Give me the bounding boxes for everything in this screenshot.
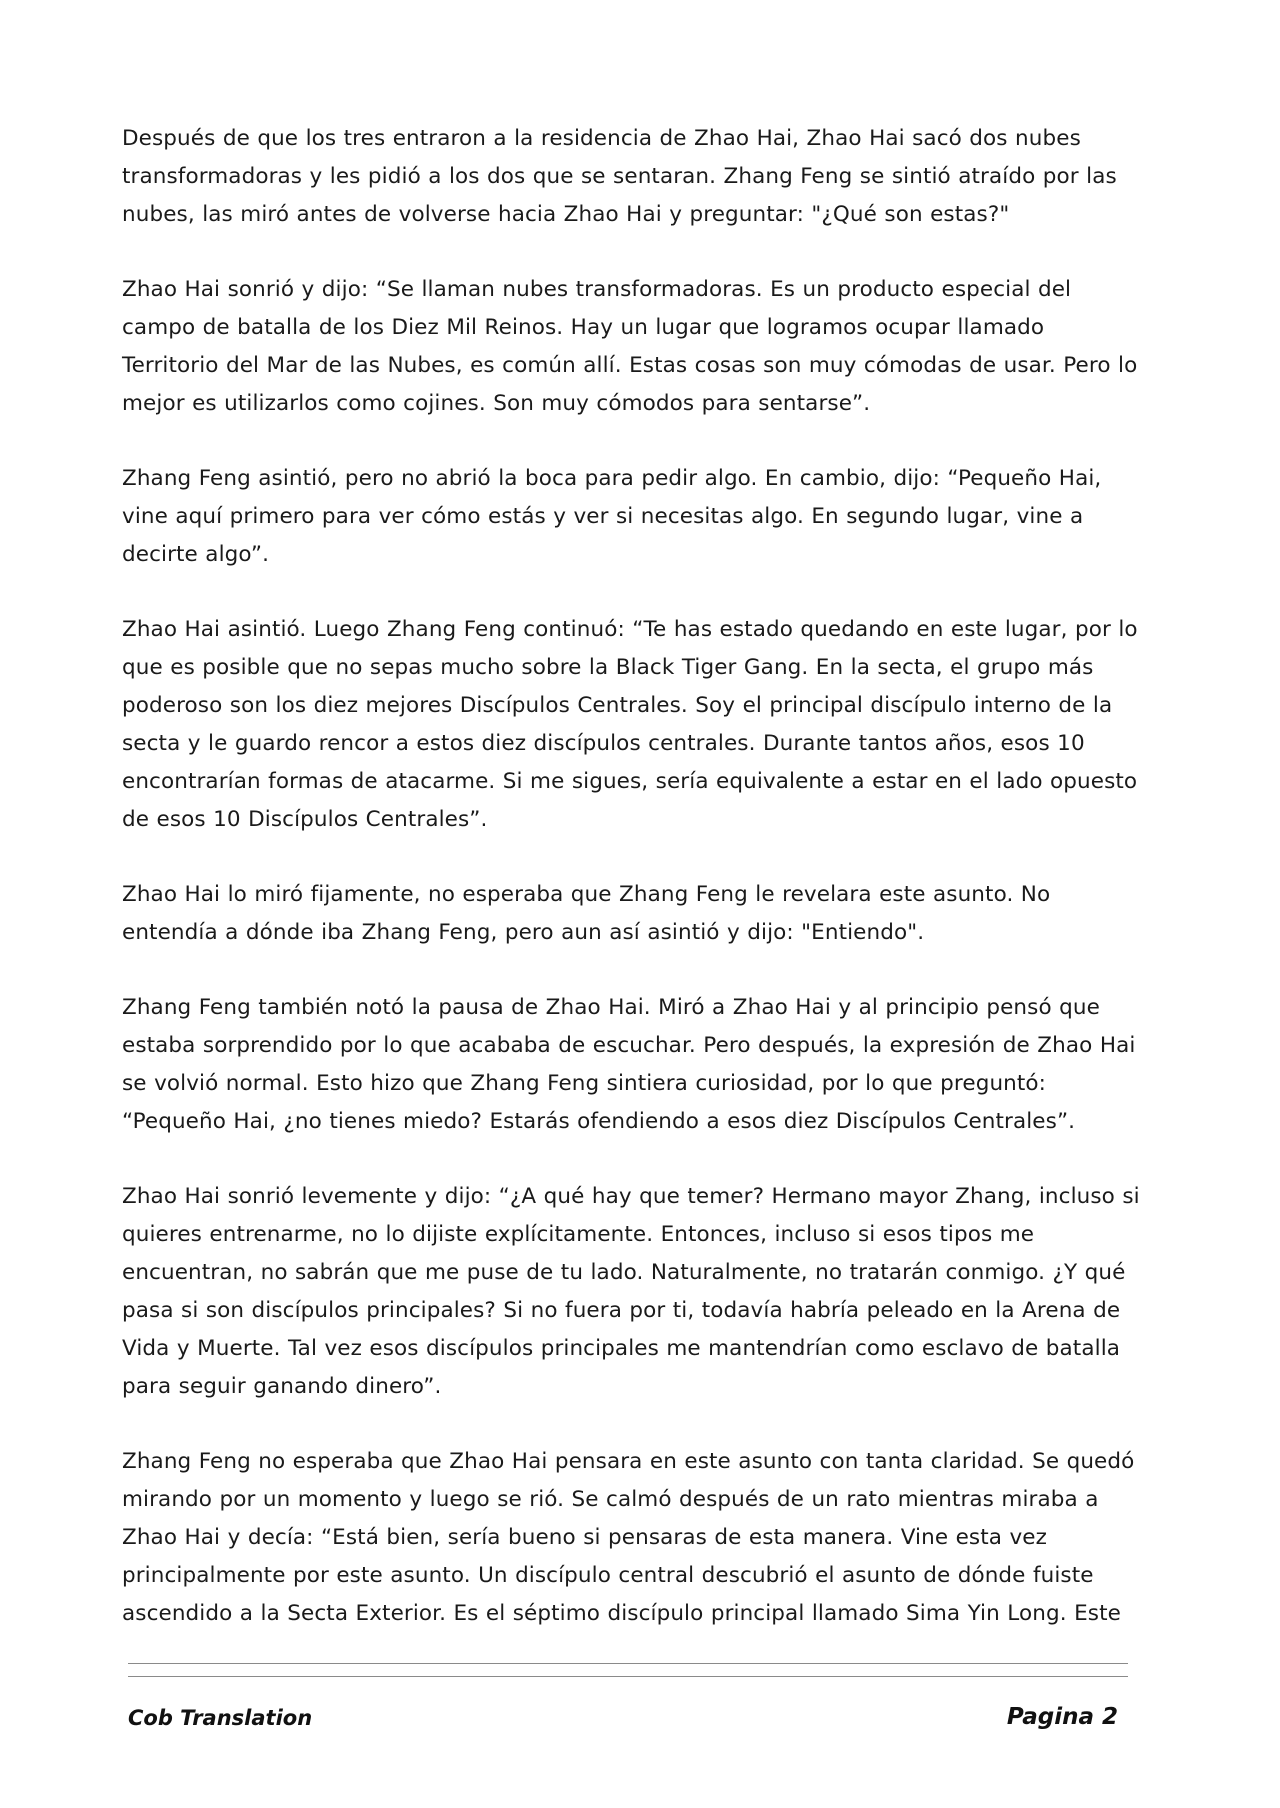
paragraph-5: Zhao Hai lo miró fijamente, no esperaba que Zhang Feng le revelara este asunto. No entendía a dónde iba Zhang Feng, pero aun así asintió y dijo: "Entiendo". — [122, 882, 1051, 945]
paragraph-7: Zhao Hai sonrió levemente y dijo: “¿A qué hay que temer? Hermano mayor Zhang, incluso si quieres entrenarme, no lo dijiste explícitamente. Entonces, incluso si esos tipos me encuentran, no sabrán que me puse de tu lado. Naturalmente, no tratarán conmigo. ¿Y qué pasa si son discípulos principales? Si no fuera por ti, todavía habría peleado en la Arena de Vida y Muerte. Tal vez esos discípulos principales me mantendrían como esclavo de batalla para seguir ganando dinero”. — [122, 1184, 1140, 1399]
paragraph-8: Zhang Feng no esperaba que Zhao Hai pensara en este asunto con tanta claridad. Se quedó mirando por un momento y luego se rió. Se calmó después de un rato mientras miraba a Zhao Hai y decía: “Está bien, sería bueno si pensaras de esta manera. Vine esta vez principalmente por este asunto. Un discípulo central descubrió el asunto de dónde fuiste ascendido a la Secta Exterior. Es el séptimo discípulo principal llamado Sima Yin Long. Este — [122, 1449, 1135, 1626]
paragraph-2: Zhao Hai sonrió y dijo: “Se llaman nubes transformadoras. Es un producto especial del campo de batalla de los Diez Mil Reinos. Hay un lugar que logramos ocupar llamado Territorio del Mar de las Nubes, es común allí. Estas cosas son muy cómodas de usar. Pero lo mejor es utilizarlos como cojines. Son muy cómodos para sentarse”. — [122, 277, 1138, 416]
paragraph-3: Zhang Feng asintió, pero no abrió la boca para pedir algo. En cambio, dijo: “Pequeño Hai, vine aquí primero para ver cómo estás y ver si necesitas algo. En segundo lugar, vine a decirte algo”. — [122, 466, 1102, 567]
paragraph-6: Zhang Feng también notó la pausa de Zhao Hai. Miró a Zhao Hai y al principio pensó que estaba sorprendido por lo que acababa de escuchar. Pero después, la expresión de Zhao Hai se volvió normal. Esto hizo que Zhang Feng sintiera curiosidad, por lo que preguntó: “Pequeño Hai, ¿no tienes miedo? Estarás ofendiendo a esos diez Discípulos Centrales”. — [122, 995, 1136, 1134]
footer-divider-bottom — [128, 1676, 1128, 1677]
footer-divider-top — [128, 1663, 1128, 1664]
paragraph-4: Zhao Hai asintió. Luego Zhang Feng continuó: “Te has estado quedando en este lugar, por lo que es posible que no sepas mucho sobre la Black Tiger Gang. En la secta, el grupo más poderoso son los diez mejores Discípulos Centrales. Soy el principal discípulo interno de la secta y le guardo rencor a estos diez discípulos centrales. Durante tantos años, esos 10 encontrarían formas de atacarme. Si me sigues, sería equivalente a estar en el lado opuesto de esos 10 Discípulos Centrales”. — [122, 617, 1138, 832]
paragraph-1: Después de que los tres entraron a la residencia de Zhao Hai, Zhao Hai sacó dos nubes transformadoras y les pidió a los dos que se sentaran. Zhang Feng se sintió atraído por las nubes, las miró antes de volverse hacia Zhao Hai y preguntar: "¿Qué son estas?" — [122, 126, 1117, 227]
footer-page-number: Pagina 2 — [1006, 1704, 1118, 1730]
footer-translator-credit: Cob Translation — [128, 1706, 313, 1730]
body-text — [122, 120, 1142, 1670]
